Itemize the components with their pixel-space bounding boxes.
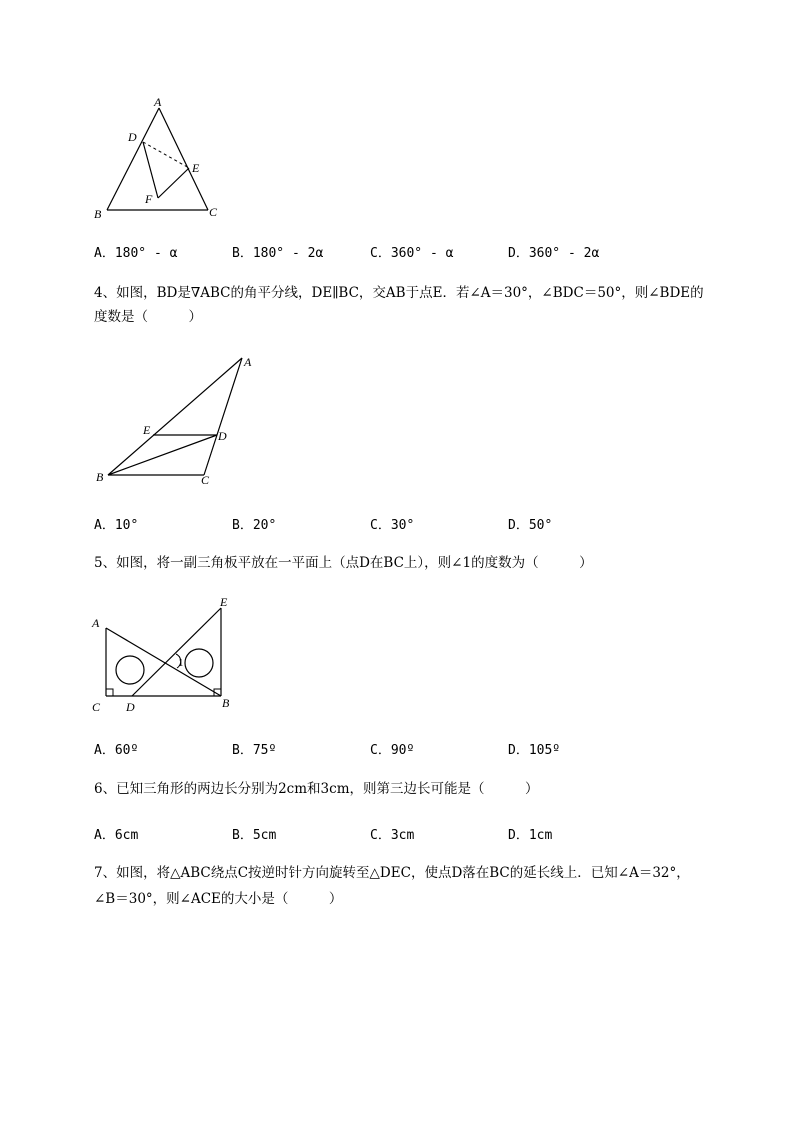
angle-1-label: 1: [178, 657, 184, 669]
label-E: E: [143, 423, 151, 437]
q5-stem-line1: 5、如图，将一副三角板平放在一平面上（点D在BC上），则∠1的度数为（ ）: [94, 555, 593, 571]
q3-option-d[interactable]: D．360° - 2α: [508, 246, 600, 261]
label-B: B: [222, 696, 230, 710]
label-A: A: [92, 616, 100, 630]
q4-option-b[interactable]: B．20°: [232, 518, 277, 533]
q4-triangle-figure: [92, 350, 262, 488]
label-A: A: [154, 95, 162, 109]
label-F: F: [145, 192, 153, 206]
q5-option-b[interactable]: B．75º: [232, 743, 277, 758]
q4-stem-line2: 度数是（ ）: [94, 309, 202, 325]
q5-option-d[interactable]: D．105º: [508, 743, 561, 758]
label-C: C: [92, 700, 101, 714]
q3-option-a[interactable]: A．180° - α: [94, 246, 178, 261]
q4-stem-line1: 4、如图，BD是∇ABC的角平分线，DE∥BC，交AB于点E．若∠A＝30°，∠BDC＝50°，则∠BDE的: [94, 285, 704, 301]
label-E: E: [220, 595, 228, 609]
q5-option-c[interactable]: C．90º: [370, 743, 415, 758]
q5-set-squares-figure: [88, 590, 248, 718]
q5-option-a[interactable]: A．60º: [94, 743, 139, 758]
q6-stem-line1: 6、已知三角形的两边长分别为2cm和3cm，则第三边长可能是（ ）: [94, 781, 539, 797]
q7-stem-line2: ∠B＝30°，则∠ACE的大小是（ ）: [94, 891, 343, 907]
label-A: A: [244, 355, 252, 369]
q3-option-c[interactable]: C．360° - α: [370, 246, 454, 261]
label-E: E: [192, 161, 200, 175]
label-D: D: [126, 700, 135, 714]
q6-option-d[interactable]: D．1cm: [508, 828, 553, 843]
q3-option-b[interactable]: B．180° - 2α: [232, 246, 324, 261]
q6-option-c[interactable]: C．3cm: [370, 828, 415, 843]
q6-option-a[interactable]: A．6cm: [94, 828, 139, 843]
label-D: D: [128, 130, 137, 144]
label-B: B: [96, 470, 104, 484]
q4-option-c[interactable]: C．30°: [370, 518, 415, 533]
q6-option-b[interactable]: B．5cm: [232, 828, 277, 843]
q4-option-a[interactable]: A．10°: [94, 518, 139, 533]
label-C: C: [201, 473, 210, 487]
label-B: B: [94, 207, 102, 221]
q3-triangle-figure: [88, 92, 238, 227]
q7-stem-line1: 7、如图，将△ABC绕点C按逆时针方向旋转至△DEC，使点D落在BC的延长线上．已知∠A＝32°，: [94, 865, 690, 881]
q4-option-d[interactable]: D．50°: [508, 518, 553, 533]
label-D: D: [218, 429, 227, 443]
label-C: C: [209, 205, 218, 219]
